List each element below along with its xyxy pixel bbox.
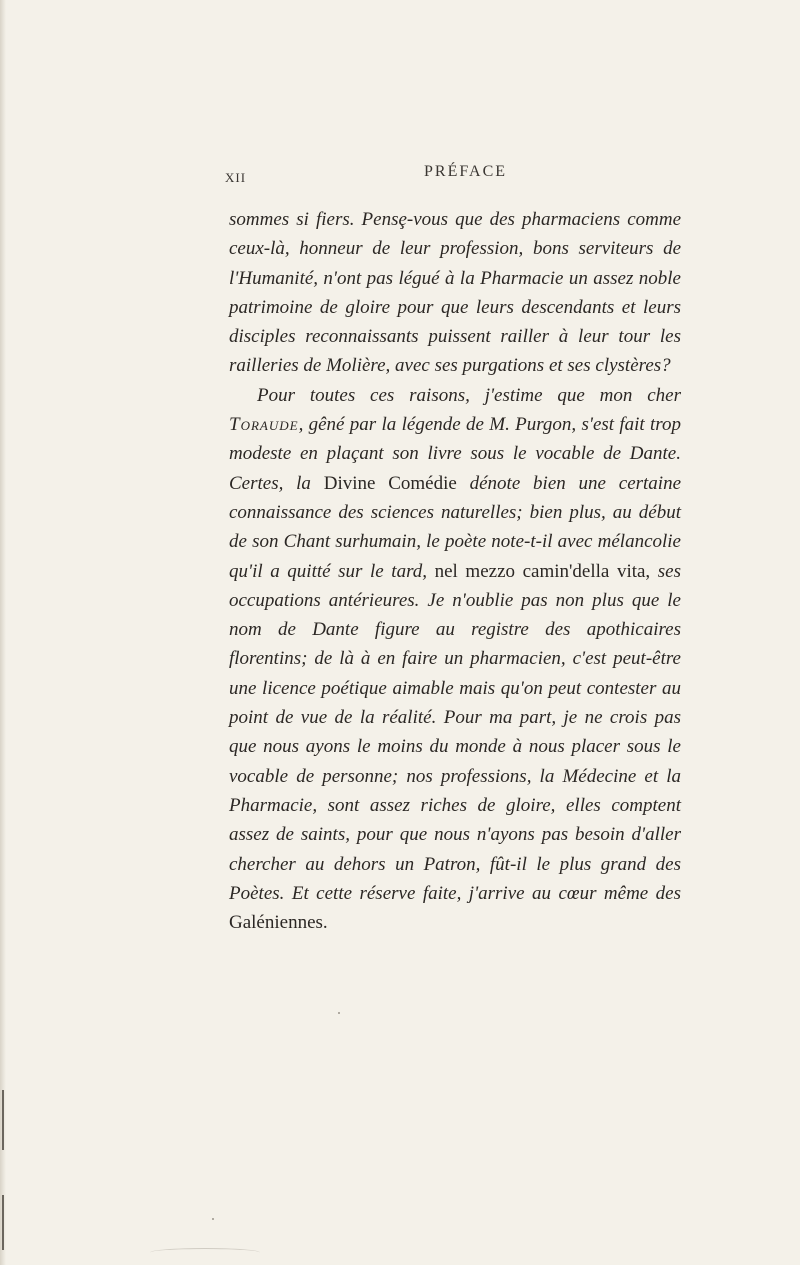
page-smudge [150,1248,260,1257]
binding-mark [2,1195,4,1250]
quotation: nel mezzo camin'della vita, [434,560,651,582]
ink-speck [338,1012,340,1014]
body-text [229,205,681,937]
author-name: Toraude [229,414,299,436]
text-run: ses occupations antérieures. Je n'oublie pas non plus que le nom de Dante figure au registre des apothicaires florentins; de là à en faire un pharmacien, c'est peut-être une licence poétique aimable mais qu'on peut contester au point de vue de la réalité. Pour ma part, je ne crois pas que nous ayons le moins du monde à nous placer sous le vocable de personne; nos professions, la Médecine et la Pharmacie, sont assez riches de gloire, elles comptent assez de saints, pour que nous n'ayons pas besoin d'aller chercher au dehors un Patron, fût-il le plus grand des Poètes. Et cette réserve faite, j'arrive au cœur même des [229,560,681,904]
page-edge-shadow [0,0,6,1265]
page-number: XII [225,170,247,185]
ink-speck [212,1218,214,1220]
work-title: Divine Comédie [323,472,457,494]
paragraph-continued: sommes si fiers. Pensȩ-vous que des pharmaciens comme ceux-là, honneur de leur profession, bons serviteurs de l'Humanité, n'ont pas légué à la Pharmacie un assez noble patrimoine de gloire pour que leurs descendants et leurs disciples reconnaissants puissent railler à leur tour les railleries de Molière, avec ses purgations et ses clystères? [229,209,681,377]
text-run: Pour toutes ces raisons, j'estime que mon cher [257,384,681,406]
text-run: dénote bien une certaine connaissance des sciences naturelles; bien plus, au début de son Chant surhumain, le poète note-t-il avec mélancolie qu'il a quitté sur le tard, [229,472,682,582]
book-title: Galéniennes. [229,912,328,934]
text-run: , gêné par la légende de M. Purgon, s'est fait trop modeste en plaçant son livre sous le vocable de Dante. Certes, la [229,414,681,494]
running-head: PRÉFACE [424,163,508,180]
binding-mark [2,1090,4,1150]
paragraph [229,381,681,938]
